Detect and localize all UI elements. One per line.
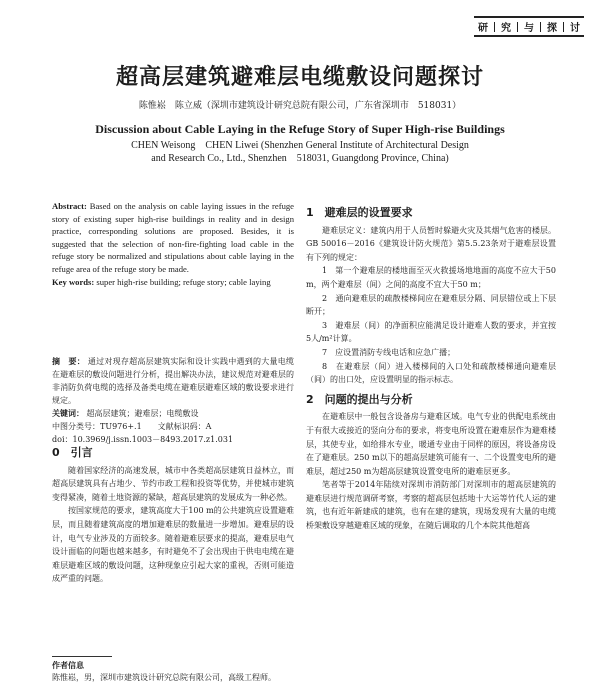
classification: 中图分类号：TU976+.1 文献标识码：A <box>52 422 212 431</box>
left-column <box>52 440 294 586</box>
section-1-item: 8 在避难层（间）进入楼梯间的入口处和疏散楼梯通向避难层（间）的出口处，应设置明显的指示标志。 <box>306 361 556 385</box>
section-tag-char: 与 <box>524 23 534 34</box>
abstract-cn <box>52 355 294 446</box>
section-0-heading: 0 引言 <box>52 446 93 459</box>
abstract-en <box>52 200 294 288</box>
section-1-item: 1 第一个避难层的楼地面至灭火救援场地地面的高度不应大于50 m，两个避难层（间）之间的高度不宜大于50 m； <box>306 266 556 289</box>
section-tag-char: 探 <box>547 23 557 34</box>
author-info-text: 陈惟崧，男，深圳市建筑设计研究总院有限公司，高级工程师。 <box>52 673 276 682</box>
paper-title-en: Discussion about Cable Laying in the Refuge Story of Super High-rise Buildings <box>95 122 505 136</box>
keywords-cn-text: 超高层建筑；避难层；电缆敷设 <box>86 409 199 418</box>
abstract-cn-text: 通过对现存超高层建筑实际和设计实践中遇到的大量电缆在避难层的敷设问题进行分析，提出解决办法，建议规范对避难层的非消防负荷电缆的选择及备类电缆在避难层避难区域的敷设要求进行规定。 <box>52 357 295 405</box>
right-column <box>306 200 556 533</box>
author-info-heading: 作者信息 <box>52 661 84 670</box>
section-1-heading: 1 避难层的设置要求 <box>306 206 413 219</box>
section-2-para-2: 笔者等于2014年陆续对深圳市消防部门对深圳市的超高层建筑的避难层进行规范调研考察，考察的超高层包括地十大运等竹代人运的建筑，也有近年新建成的建筑，也有在建的建筑，现场发现有大量的电缆桥架敷设穿越避难区域的现象，在随后调取的几个本院其他超高 <box>306 480 556 531</box>
section-tag <box>474 16 584 37</box>
footer-divider <box>52 656 112 657</box>
section-tag-char: 究 <box>501 23 511 34</box>
section-2-heading: 2 问题的提出与分析 <box>306 392 413 406</box>
authors-en-line2: and Research Co., Ltd., Shenzhen 518031, Guangdong Province, China) <box>151 153 449 164</box>
author-info <box>52 660 552 684</box>
section-tag-char: 研 <box>478 23 488 34</box>
section-1-item: 7 应设置消防专线电话和应急广播； <box>322 347 456 357</box>
doi: doi：10.3969/j.issn.1003－8493.2017.z1.031 <box>52 435 234 444</box>
section-1-intro: 避难层定义：建筑内用于人员暂时躲避火灾及其烟气危害的楼层。GB 50016－2016《建筑设计防火规范》第5.5.23条对于避难层设置有下列的规定： <box>306 225 556 262</box>
keywords-en-label: Key words: <box>52 276 95 287</box>
abstract-en-label: Abstract: <box>52 201 87 211</box>
keywords-en-text: super high-rise building; refuge story; cable laying <box>96 276 271 287</box>
section-tag-char: 讨 <box>570 23 580 34</box>
authors-en <box>0 139 600 165</box>
paper-title: 超高层建筑避难层电缆敷设问题探讨 <box>115 65 484 90</box>
authors-en-line1: CHEN Weisong CHEN Liwei (Shenzhen General Institute of Architectural Design <box>131 140 469 151</box>
section-2-para-1: 在避难层中一般包含设备房与避难区域。电气专业的供配电系统由于有很大或接近的竖向分布的要求，将变电所设置在避难层作为避难楼层，其使专业，如给排水专业，暖通专业由于同样的原因，将设备房设在了避难层。250 m以下的超高层建筑可能有一、二个设置变电所的避难层，超过250 m为超高层建筑设置变电所的避难层更多。 <box>306 412 556 476</box>
section-0-para-1: 随着国家经济的高速发展，城市中各类超高层建筑日益林立，而超高层建筑具有占地少、节约市政工程和投资等优势，并使城市建筑变得紧凑，随着土地资源的紧缺，超高层建筑的发展成为一种必然。 <box>52 465 294 502</box>
section-1-item: 3 避难层（间）的净面积应能满足设计避难人数的要求，并宜按5人/m²计算。 <box>306 320 556 344</box>
abstract-cn-label: 摘 要： <box>52 356 86 366</box>
section-0-para-2: 按国家规范的要求，建筑高度大于100 m的公共建筑应设置避难层，而且随着建筑高度的增加避难层的数量进一步增加。避难层的设计，电气专业涉及的方面较多。随着避难层要求的提高，避难层电气设计面临的问题也越来越多，有时避免不了会出现由于供电电缆在避难层避难区域的敷设问题，这种现象应引起大家的重视，否则可能造成严重的问题。 <box>52 506 294 584</box>
section-1-item: 2 通向避难层的疏散楼梯间应在避难层分隔、同层错位或上下层断开； <box>306 293 556 317</box>
authors-cn: 陈惟崧 陈立威（深圳市建筑设计研究总院有限公司，广东省深圳市 518031） <box>138 101 462 111</box>
abstract-en-text: Based on the analysis on cable laying issues in the refuge story of existing super high-rise buildings in reality and in design practice, corresponding solutions are proposed. Besides, it is suggested that the selection of non-fire-fighting load cable in the refuge story be normalized and stipulations about cable laying in the refuge area of the refuge story be made. <box>52 201 294 274</box>
keywords-cn-label: 关键词： <box>52 408 84 418</box>
